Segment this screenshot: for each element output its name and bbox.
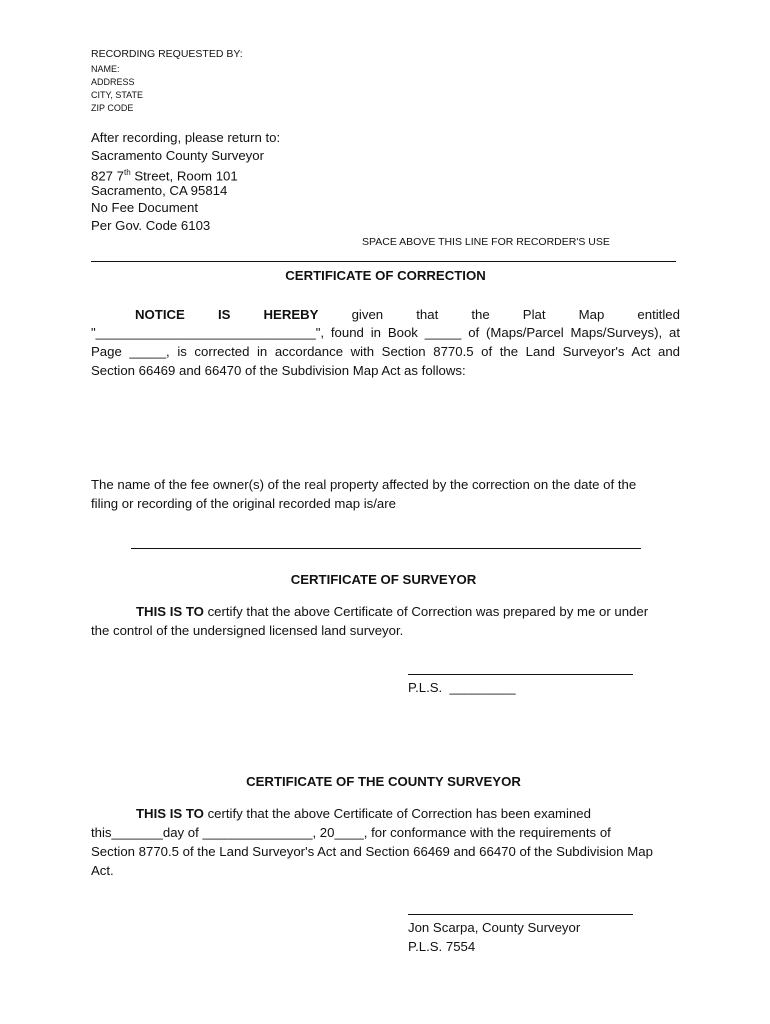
city-state-label: CITY, STATE [91,90,144,100]
recording-requested-label: RECORDING REQUESTED BY: [91,48,243,60]
recorder-use-note: SPACE ABOVE THIS LINE FOR RECORDER'S USE [362,236,610,248]
notice-word: NOTICE [135,307,185,322]
return-to-line-street: 827 7th Street, Room 101 [91,168,238,184]
county-certify-line-1: THIS IS TO certify that the above Certificate of Correction has been examined [136,806,591,821]
county-certify-line-4: Act. [91,863,114,878]
county-surveyor-signature-line [408,914,633,915]
surveyor-signature-line [408,674,633,675]
certificate-of-correction-title: CERTIFICATE OF CORRECTION [285,268,486,283]
county-certify-line-2: this_______day of _______________, 20____, for conformance with the requirements of [91,825,611,840]
name-label: NAME: [91,64,120,74]
county-surveyor-pls: P.L.S. 7554 [408,939,476,954]
recorder-divider-line [91,261,676,262]
notice-word: Map [578,307,605,322]
notice-word: given [351,307,384,322]
address-label: ADDRESS [91,77,135,87]
notice-line [91,306,680,324]
subdivision-map-act-line: Section 66469 and 66470 of the Subdivision Map Act as follows: [91,363,466,378]
fee-owner-line-2: filing or recording of the original recorded map is/are [91,496,396,511]
fee-owner-signature-line [131,548,641,549]
county-surveyor-name: Jon Scarpa, County Surveyor [408,920,581,935]
return-to-line-city: Sacramento, CA 95814 [91,182,228,198]
page-corrected-line: Page _____, is corrected in accordance with Section 8770.5 of the Land Surveyor's Act and [91,344,680,359]
return-to-line-gov-code: Per Gov. Code 6103 [91,217,211,233]
surveyor-certify-line-1: THIS IS TO certify that the above Certificate of Correction was prepared by me or under [136,604,649,619]
notice-word: that [416,307,439,322]
surveyor-pls: P.L.S. _________ [408,680,516,695]
plat-map-entitled-line: "______________________________", found in Book _____ of (Maps/Parcel Maps/Surveys), at [91,325,680,340]
return-to-intro: After recording, please return to: [91,130,281,145]
return-to-line-fee: No Fee Document [91,200,199,215]
return-to-line-county-surveyor: Sacramento County Surveyor [91,147,264,163]
notice-word: Plat [522,307,546,322]
fee-owner-line-1: The name of the fee owner(s) of the real property affected by the correction on the date of the [91,477,637,492]
certificate-of-surveyor-title: CERTIFICATE OF SURVEYOR [290,572,477,587]
county-surveyor-certificate-title: CERTIFICATE OF THE COUNTY SURVEYOR [246,774,521,789]
notice-word: HEREBY [263,307,319,322]
notice-word: the [471,307,490,322]
county-certify-line-3: Section 8770.5 of the Land Surveyor's Act and Section 66469 and 66470 of the Subdivision Map [91,844,653,859]
notice-word: IS [217,307,231,322]
surveyor-certify-line-2: the control of the undersigned licensed land surveyor. [91,623,404,638]
zip-code-label: ZIP CODE [91,103,134,113]
notice-word: entitled [637,307,680,322]
